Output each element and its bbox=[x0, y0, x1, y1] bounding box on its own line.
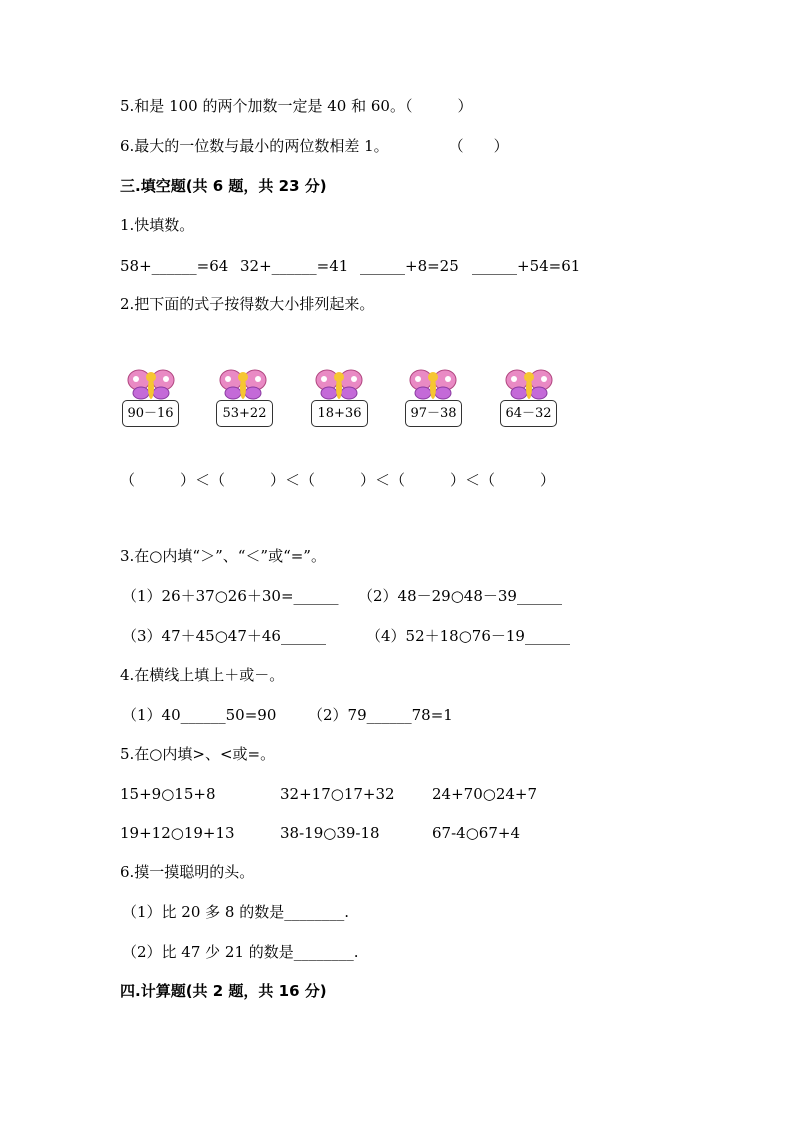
fill-6-a: （1）比 20 多 8 的数是________. bbox=[122, 903, 350, 921]
fill-3-d: （4）52＋18○76－19______ bbox=[366, 627, 570, 645]
fill-2-title: 2.把下面的式子按得数大小排列起来。 bbox=[120, 295, 375, 313]
butterfly-icon bbox=[218, 368, 268, 400]
butterfly-icon bbox=[504, 368, 554, 400]
section-4-title: 四.计算题(共 2 题，共 16 分) bbox=[120, 982, 327, 1000]
fill-3-title: 3.在○内填“＞”、“＜”或“=”。 bbox=[120, 547, 326, 565]
fill-1-eq-3: ______+8=25 bbox=[360, 257, 459, 275]
fill-3-c: （3）47＋45○47＋46______ bbox=[122, 627, 326, 645]
fill-5-title: 5.在○内填>、<或=。 bbox=[120, 745, 276, 763]
fill-6-b: （2）比 47 少 21 的数是________. bbox=[122, 943, 359, 961]
fill-5-r2-b: 38-19○39-18 bbox=[280, 824, 380, 842]
expression-card: 64－32 bbox=[500, 400, 557, 427]
expression-card: 53+22 bbox=[216, 400, 273, 427]
fill-2-order: （ ）＜（ ）＜（ ）＜（ ）＜（ ） bbox=[120, 471, 556, 489]
fill-5-r1-b: 32+17○17+32 bbox=[280, 785, 395, 803]
expression-card: 90－16 bbox=[122, 400, 179, 427]
butterfly-icon bbox=[314, 368, 364, 400]
fill-6-title: 6.摸一摸聪明的头。 bbox=[120, 863, 255, 881]
fill-1-eq-4: ______+54=61 bbox=[472, 257, 581, 275]
fill-5-r1-a: 15+9○15+8 bbox=[120, 785, 216, 803]
fill-4-b: （2）79______78=1 bbox=[308, 706, 453, 724]
fill-3-a: （1）26＋37○26＋30=______ bbox=[122, 587, 339, 605]
fill-4-title: 4.在横线上填上＋或－。 bbox=[120, 666, 285, 684]
fill-3-b: （2）48－29○48－39______ bbox=[358, 587, 562, 605]
fill-1-title: 1.快填数。 bbox=[120, 216, 195, 234]
question-5: 5.和是 100 的两个加数一定是 40 和 60。（ ） bbox=[120, 97, 473, 115]
fill-5-r2-a: 19+12○19+13 bbox=[120, 824, 235, 842]
question-6: 6.最大的一位数与最小的两位数相差 1。 （ ） bbox=[120, 137, 509, 155]
fill-1-eq-1: 58+______=64 bbox=[120, 257, 229, 275]
fill-5-r2-c: 67-4○67+4 bbox=[432, 824, 520, 842]
expression-card: 97－38 bbox=[405, 400, 462, 427]
section-3-title: 三.填空题(共 6 题，共 23 分) bbox=[120, 177, 327, 195]
butterfly-icon bbox=[126, 368, 176, 400]
fill-4-a: （1）40______50=90 bbox=[122, 706, 277, 724]
fill-1-eq-2: 32+______=41 bbox=[240, 257, 349, 275]
fill-5-r1-c: 24+70○24+7 bbox=[432, 785, 538, 803]
expression-card: 18+36 bbox=[311, 400, 368, 427]
butterfly-icon bbox=[408, 368, 458, 400]
